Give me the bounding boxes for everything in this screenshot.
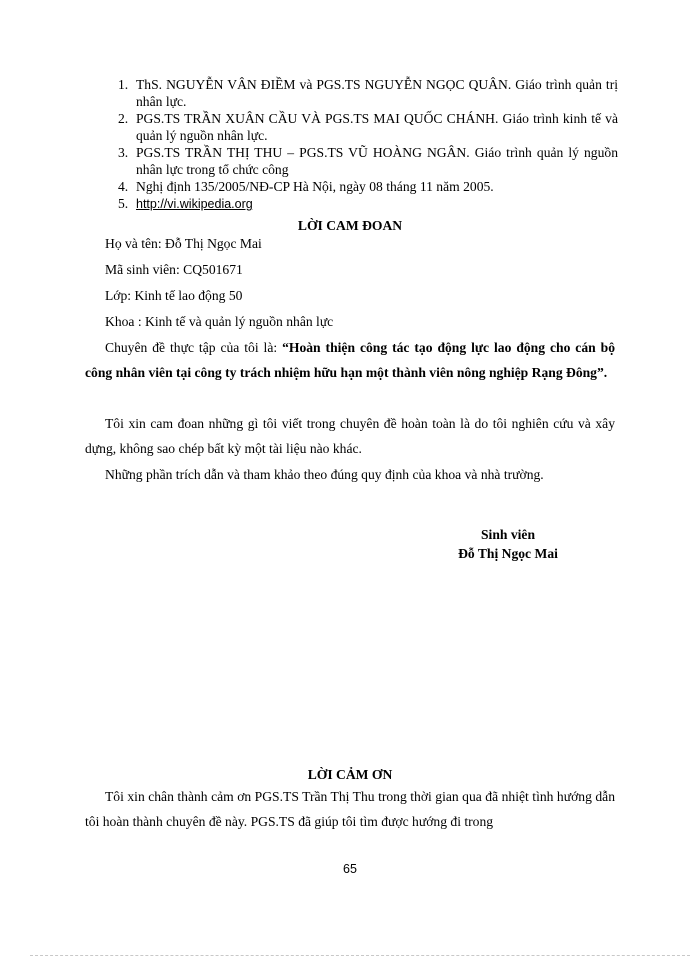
reference-item xyxy=(118,178,618,195)
topic-paragraph xyxy=(85,335,615,385)
statement-paragraph xyxy=(85,411,615,461)
signature-role: Sinh viên xyxy=(480,527,536,542)
reference-item xyxy=(118,195,618,213)
reference-item xyxy=(118,144,618,178)
page-number: 65 xyxy=(343,862,357,876)
student-id-line: Mã sinh viên: CQ501671 xyxy=(105,262,243,277)
reference-number: 2. xyxy=(118,111,129,126)
student-faculty-line: Khoa : Kinh tế và quản lý nguồn nhân lực xyxy=(105,314,334,329)
reference-number: 5. xyxy=(118,196,129,211)
reference-item xyxy=(118,110,618,144)
thanks-text: Tôi xin chân thành cảm ơn PGS.TS Trần Thị Thu trong thời gian qua đã nhiệt tình hướng dẫn tôi hoàn thành chuyên đề này. PGS.TS đã giúp tôi tìm được hướng đi trong xyxy=(85,789,615,829)
statement-text: Tôi xin cam đoan những gì tôi viết trong chuyên đề hoàn toàn là do tôi nghiên cứu và xây dựng, không sao chép bất kỳ một tài liệu nào khác. xyxy=(85,416,615,456)
student-class-line: Lớp: Kinh tế lao động 50 xyxy=(105,288,243,303)
reference-text: PGS.TS TRẦN THỊ THU – PGS.TS VŨ HOÀNG NGÂN. Giáo trình quản lý nguồn nhân lực trong tổ chức công xyxy=(136,145,618,177)
reference-text: Nghị định 135/2005/NĐ-CP Hà Nội, ngày 08 tháng 11 năm 2005. xyxy=(136,179,494,194)
topic-title: “Hoàn thiện công tác tạo động lực lao động cho cán bộ công nhân viên tại công ty trách nhiệm hữu hạn một thành viên nông nghiệp Rạng Đông”. xyxy=(85,340,615,380)
signature-name: Đỗ Thị Ngọc Mai xyxy=(458,546,558,561)
reference-item xyxy=(118,76,618,110)
reference-number: 3. xyxy=(118,145,129,160)
reference-text: ThS. NGUYỄN VÂN ĐIỀM và PGS.TS NGUYỄN NGỌC QUÂN. Giáo trình quản trị nhân lực. xyxy=(136,77,618,109)
reference-number: 4. xyxy=(118,179,129,194)
citation-text: Những phần trích dẫn và tham khảo theo đúng quy định của khoa và nhà trường. xyxy=(105,467,544,482)
thanks-title: LỜI CẢM ƠN xyxy=(307,767,393,782)
reference-link[interactable]: http://vi.wikipedia.org xyxy=(136,197,253,211)
page-border-divider xyxy=(30,955,690,956)
topic-intro: Chuyên đề thực tập của tôi là: xyxy=(105,340,283,355)
reference-number: 1. xyxy=(118,77,129,92)
thanks-paragraph xyxy=(85,784,615,834)
student-name-line: Họ và tên: Đỗ Thị Ngọc Mai xyxy=(105,236,262,251)
reference-text: PGS.TS TRẦN XUÂN CẦU VÀ PGS.TS MAI QUỐC CHÁNH. Giáo trình kinh tế và quản lý nguồn nhân lực. xyxy=(136,111,618,143)
commitment-title: LỜI CAM ĐOAN xyxy=(297,218,403,233)
reference-list xyxy=(118,76,618,213)
citation-paragraph xyxy=(85,462,615,487)
